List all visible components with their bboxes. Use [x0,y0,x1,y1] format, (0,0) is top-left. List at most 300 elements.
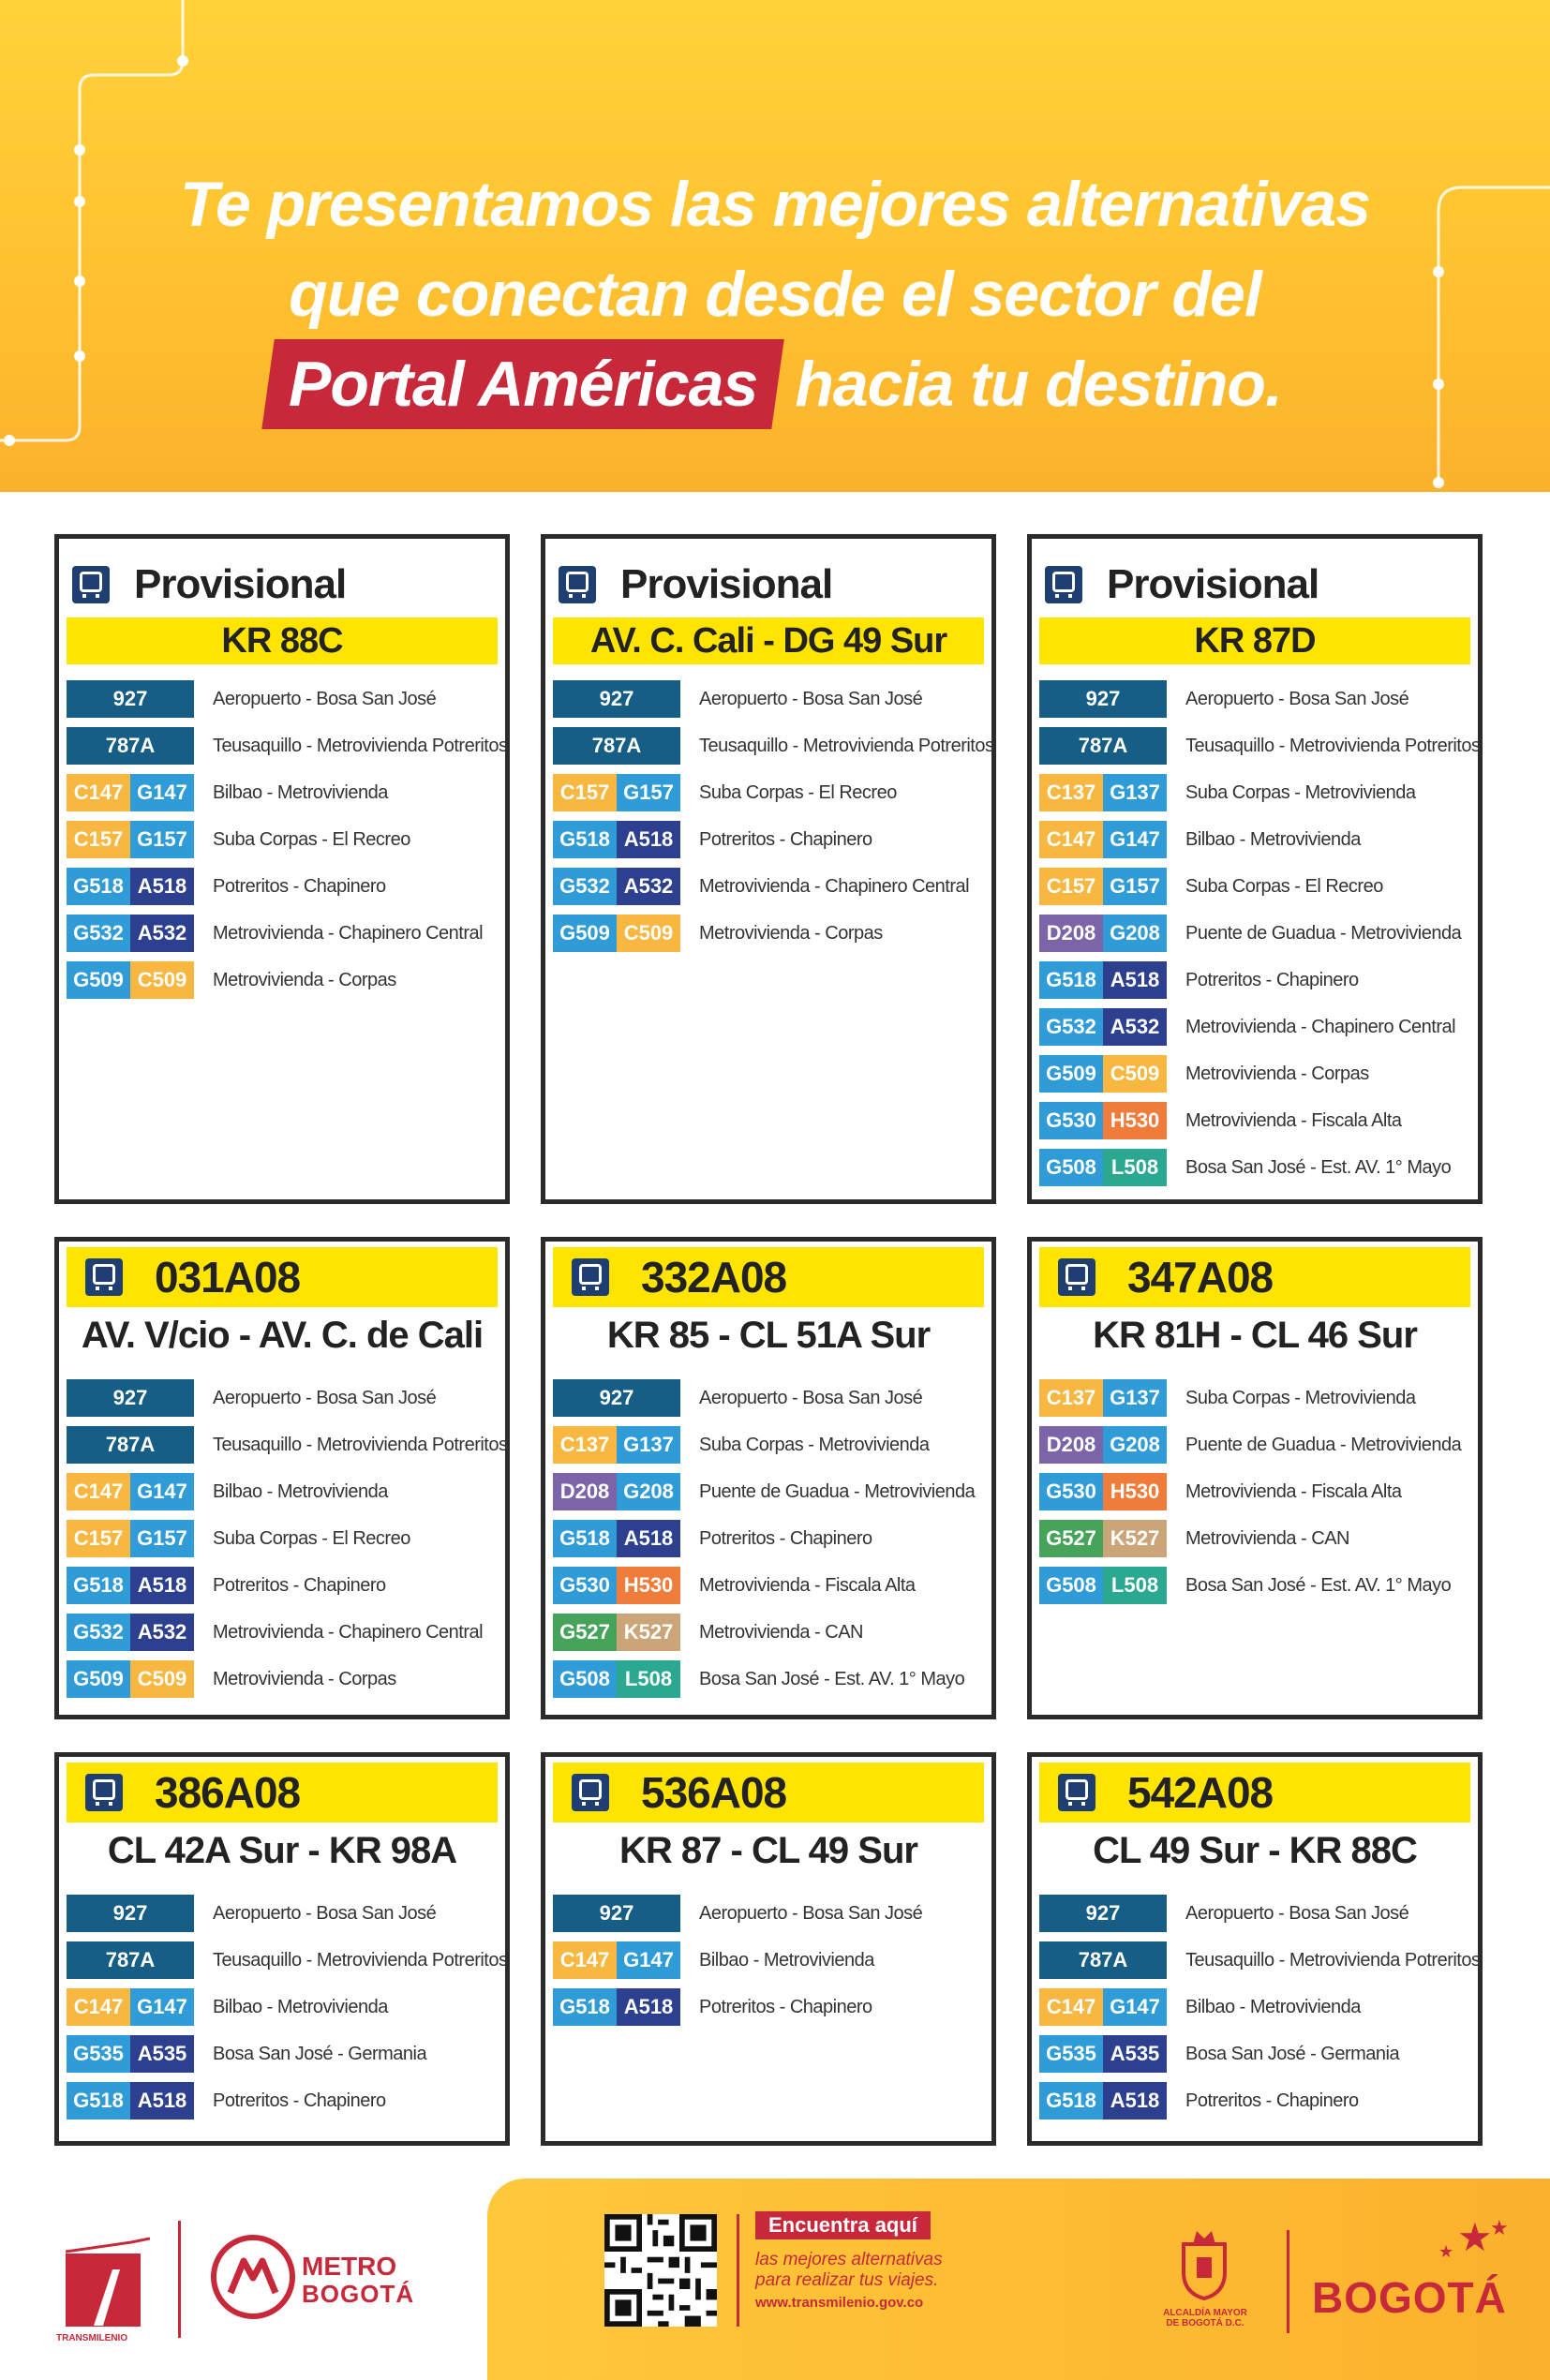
route-badge: A532 [617,868,680,905]
route-row [1039,676,1478,722]
route-row [67,1609,505,1656]
star-icon: ★ [1438,2242,1454,2261]
route-description: Bosa San José - Germania [213,2043,427,2064]
stop-street: KR 85 - CL 51A Sur [606,1315,931,1356]
route-row [1039,957,1478,1004]
route-badges [67,1895,194,1932]
stop-name: KR 87D [1039,617,1470,664]
route-row [1039,1562,1478,1609]
route-row [553,1609,991,1656]
route-description: Suba Corpas - El Recreo [1185,875,1383,897]
route-row [1039,816,1478,863]
route-description: Metrovivienda - Fiscala Alta [1185,1109,1402,1131]
footer [0,2179,1550,2380]
route-badge: G518 [67,2082,130,2120]
route-list [67,676,508,1004]
route-badges [1039,821,1167,858]
route-badge: G527 [1039,1520,1103,1557]
route-badge: G137 [1103,1379,1167,1417]
route-row [67,1890,505,1937]
route-badge: C147 [1039,821,1103,858]
route-badges [1039,1941,1167,1979]
stop-code-bar [67,1247,498,1307]
route-badge: L508 [1103,1567,1167,1604]
route-description: Suba Corpas - Metrovivienda [1185,781,1416,803]
stop-street: CL 49 Sur - KR 88C [1093,1830,1417,1871]
panel-title: Provisional [1107,561,1319,607]
stop-code: 332A08 [641,1253,787,1302]
route-row [67,722,508,769]
route-description: Teusaquillo - Metrovivienda Potreritos [213,1434,508,1455]
route-description: Teusaquillo - Metrovivienda Potreritos [213,735,508,756]
route-badge: G137 [1103,774,1167,811]
stop-street: CL 42A Sur - KR 98A [107,1830,457,1871]
stop-name: KR 88C [67,617,498,664]
route-badges [553,774,680,811]
route-badge: 787A [67,1426,194,1464]
stop-name: AV. C. Cali - DG 49 Sur [553,617,984,664]
route-badges [1039,868,1167,905]
find-here-title: Encuentra aquí [755,2211,931,2239]
route-list [553,1890,991,2030]
route-row [553,1468,991,1515]
route-row [553,1421,991,1468]
route-row [553,1656,991,1703]
stop-code: 347A08 [1127,1253,1274,1302]
route-row [553,722,994,769]
route-row [553,863,991,910]
route-badges [553,1941,680,1979]
route-row [1039,2030,1478,2077]
footer-divider [1287,2230,1289,2333]
route-badges [553,1567,680,1604]
route-list [1039,676,1481,1191]
qr-code-icon[interactable] [604,2214,717,2327]
route-badge: G509 [67,961,130,999]
metro-wordmark-1: METRO [302,2252,397,2281]
route-badge: G509 [67,1660,130,1698]
route-badges [553,1426,680,1464]
route-row [67,957,505,1004]
route-row [553,676,991,722]
route-row [553,1562,991,1609]
route-badges [1039,1149,1167,1186]
route-badge: A518 [617,821,680,858]
route-row [1039,1004,1478,1050]
route-badges [67,1473,194,1510]
stop-panel [54,534,510,1204]
route-row [67,676,505,722]
route-description: Bilbao - Metrovivienda [1185,1996,1361,2017]
route-row [553,1890,991,1937]
stop-panel [541,534,996,1204]
stop-panel [54,1752,510,2146]
route-row [67,1468,505,1515]
route-badge: 787A [553,727,680,765]
route-badges [553,1660,680,1698]
star-icon: ★ [1457,2215,1493,2259]
transmilenio-logo-icon [66,2237,150,2330]
route-badges [553,1520,680,1557]
route-row [553,1984,991,2030]
route-row [67,910,505,957]
route-badges [1039,727,1167,765]
route-badge: A535 [1103,2035,1167,2073]
route-badges [1039,961,1167,999]
route-badge: G509 [553,915,617,952]
route-description: Aeropuerto - Bosa San José [213,1902,437,1924]
route-badge: G147 [130,1473,194,1510]
headline-line-3-rest: hacia tu destino. [795,349,1282,420]
route-row [67,2077,505,2124]
route-description: Bosa San José - Est. AV. 1° Mayo [699,1668,965,1689]
route-row [1039,1375,1478,1421]
route-badges [553,1988,680,2026]
route-badges [553,1895,680,1932]
route-description: Potreritos - Chapinero [213,875,386,897]
route-description: Puente de Guadua - Metrovivienda [1185,1434,1462,1455]
route-badge: G518 [1039,961,1103,999]
stop-code: 536A08 [641,1768,787,1817]
route-badge: C147 [67,1473,130,1510]
metro-wordmark-2: BOGOTÁ [302,2280,415,2308]
route-badges [67,1660,194,1698]
route-description: Potreritos - Chapinero [213,1574,386,1596]
route-row [67,1375,505,1421]
route-description: Aeropuerto - Bosa San José [213,688,437,709]
route-badges [1039,1895,1167,1932]
bus-stop-icon [572,1258,609,1296]
route-description: Aeropuerto - Bosa San José [1185,1902,1409,1924]
route-badge: C147 [1039,1988,1103,2026]
route-list [1039,1375,1478,1609]
route-badges [1039,1426,1167,1464]
route-badge: G530 [553,1567,617,1604]
route-row [1039,1144,1478,1191]
route-description: Suba Corpas - El Recreo [213,1527,410,1549]
route-badge: G518 [553,821,617,858]
stop-code: 386A08 [155,1768,301,1817]
route-description: Puente de Guadua - Metrovivienda [1185,922,1462,944]
headline [0,159,1550,429]
route-badge: A532 [130,915,194,952]
route-description: Metrovivienda - Corpas [699,922,883,944]
route-badges [1039,1988,1167,2026]
route-badge: A518 [617,1988,680,2026]
route-list [553,676,994,957]
route-description: Bosa San José - Germania [1185,2043,1400,2064]
route-badge: 927 [553,1379,680,1417]
bus-stop-icon [559,566,596,603]
route-badges [67,1567,194,1604]
headline-line-2: que conectan desde el sector del [289,259,1261,330]
stop-code-bar [1039,1763,1470,1822]
route-row [1039,1937,1481,1984]
route-badges [67,1379,194,1417]
route-description: Metrovivienda - Fiscala Alta [1185,1480,1402,1502]
route-badge: 927 [1039,680,1167,718]
route-row [1039,1050,1478,1097]
route-row [553,1515,991,1562]
route-badges [67,727,194,765]
route-description: Bilbao - Metrovivienda [699,1949,874,1971]
route-badge: G157 [617,774,680,811]
route-badge: G518 [553,1520,617,1557]
route-row [553,769,991,816]
route-row [1039,722,1481,769]
route-badge: G532 [553,868,617,905]
headline-line-3 [0,339,1550,429]
route-description: Potreritos - Chapinero [1185,969,1359,990]
route-badges [67,680,194,718]
route-badge: G530 [1039,1102,1103,1139]
route-badge: C509 [130,1660,194,1698]
panel-title-row [59,552,505,617]
bus-stop-icon [1045,566,1082,603]
alcaldia-line-1: ALCALDÍA MAYOR [1163,2308,1247,2318]
route-badge: K527 [1103,1520,1167,1557]
route-badge: C157 [67,1520,130,1557]
route-row [1039,910,1478,957]
stop-street: AV. V/cio - AV. C. de Cali [81,1315,484,1356]
route-row [1039,1468,1478,1515]
route-badges [67,821,194,858]
route-description: Metrovivienda - Corpas [1185,1063,1369,1084]
route-description: Potreritos - Chapinero [699,828,872,850]
route-badge: H530 [1103,1473,1167,1510]
route-description: Metrovivienda - Chapinero Central [213,1621,484,1643]
route-row [1039,1097,1478,1144]
route-badges [1039,1473,1167,1510]
route-badges [1039,1008,1167,1046]
route-description: Bilbao - Metrovivienda [1185,828,1361,850]
route-badges [1039,1379,1167,1417]
route-badge: 787A [1039,1941,1167,1979]
route-badge: C147 [67,774,130,811]
route-description: Bilbao - Metrovivienda [213,781,388,803]
route-row [67,1937,508,1984]
route-description: Bilbao - Metrovivienda [213,1480,388,1502]
route-description: Potreritos - Chapinero [699,1527,872,1549]
route-row [1039,863,1478,910]
route-badge: 927 [553,680,680,718]
route-row [1039,2077,1478,2124]
route-badge: 927 [1039,1895,1167,1932]
route-badges [1039,1055,1167,1093]
route-badge: G508 [1039,1149,1103,1186]
route-badge: A532 [130,1614,194,1651]
route-badge: G208 [1103,915,1167,952]
route-list [553,1375,991,1703]
route-badges [67,1520,194,1557]
route-badge: G157 [1103,868,1167,905]
route-badges [67,868,194,905]
route-badge: G147 [1103,821,1167,858]
route-badges [1039,2082,1167,2120]
route-badge: H530 [1103,1102,1167,1139]
panel-title: Provisional [134,561,347,607]
route-badges [67,2035,194,2073]
route-description: Bosa San José - Est. AV. 1° Mayo [1185,1156,1452,1178]
route-description: Potreritos - Chapinero [213,2090,386,2111]
route-description: Aeropuerto - Bosa San José [1185,688,1409,709]
route-badge: C147 [67,1988,130,2026]
route-badges [553,1473,680,1510]
route-description: Aeropuerto - Bosa San José [699,688,923,709]
route-description: Bilbao - Metrovivienda [213,1996,388,2017]
route-badge: C147 [553,1941,617,1979]
route-list [67,1375,508,1703]
route-description: Aeropuerto - Bosa San José [213,1387,437,1408]
route-badges [553,915,680,952]
route-badge: G518 [553,1988,617,2026]
route-row [67,816,505,863]
find-here-text [755,2250,943,2291]
route-description: Potreritos - Chapinero [1185,2090,1359,2111]
route-badge: C137 [1039,774,1103,811]
route-badges [67,1941,194,1979]
route-row [1039,769,1478,816]
route-row [1039,1515,1478,1562]
route-badge: G157 [130,1520,194,1557]
route-description: Aeropuerto - Bosa San José [699,1387,923,1408]
metro-m-icon [227,2254,279,2295]
route-badge: C137 [553,1426,617,1464]
route-badge: G527 [553,1614,617,1651]
stop-code: 542A08 [1127,1768,1274,1817]
route-row [67,1656,505,1703]
route-badges [553,868,680,905]
route-badge: G147 [130,1988,194,2026]
route-badge: G508 [1039,1567,1103,1604]
route-description: Metrovivienda - CAN [1185,1527,1350,1549]
route-badge: G508 [553,1660,617,1698]
route-badge: C157 [1039,868,1103,905]
route-row [67,1421,508,1468]
route-description: Aeropuerto - Bosa San José [699,1902,923,1924]
route-badge: 787A [67,1941,194,1979]
route-badge: G532 [67,1614,130,1651]
route-description: Metrovivienda - Fiscala Alta [699,1574,916,1596]
route-badge: D208 [1039,1426,1103,1464]
alcaldia-crest-icon [1176,2225,1232,2300]
route-description: Teusaquillo - Metrovivienda Potreritos [1185,735,1481,756]
route-badge: G532 [1039,1008,1103,1046]
route-description: Metrovivienda - CAN [699,1621,864,1643]
stop-code-bar [553,1763,984,1822]
footer-divider [178,2221,181,2338]
stop-code-bar [553,1247,984,1307]
route-badge: G147 [130,774,194,811]
route-badge: A518 [617,1520,680,1557]
route-description: Bosa San José - Est. AV. 1° Mayo [1185,1574,1452,1596]
star-icon: ★ [1490,2216,1509,2239]
route-badge: A535 [130,2035,194,2073]
bus-stop-icon [1058,1258,1095,1296]
route-badges [1039,1102,1167,1139]
route-description: Metrovivienda - Chapinero Central [1185,1016,1456,1037]
route-row [553,816,991,863]
route-badge: C509 [130,961,194,999]
route-row [67,1562,505,1609]
route-badge: A518 [130,1567,194,1604]
route-description: Suba Corpas - Metrovivienda [1185,1387,1416,1408]
route-badge: C509 [1103,1055,1167,1093]
route-description: Puente de Guadua - Metrovivienda [699,1480,976,1502]
find-here-line-2: para realizar tus viajes. [755,2270,939,2290]
route-list [1039,1890,1481,2124]
route-badge: A518 [130,2082,194,2120]
route-badge: G208 [1103,1426,1167,1464]
route-badge: 927 [67,680,194,718]
route-description: Potreritos - Chapinero [699,1996,872,2017]
route-badges [67,1988,194,2026]
stop-street: KR 87 - CL 49 Sur [619,1830,917,1871]
route-badge: D208 [1039,915,1103,952]
route-description: Teusaquillo - Metrovivienda Potreritos [699,735,994,756]
route-badges [1039,915,1167,952]
route-description: Metrovivienda - Chapinero Central [699,875,970,897]
route-description: Metrovivienda - Corpas [213,969,396,990]
route-row [1039,1890,1478,1937]
route-badge: G518 [1039,2082,1103,2120]
route-badges [553,727,680,765]
route-badge: G137 [617,1426,680,1464]
route-row [67,1984,505,2030]
route-badge: C157 [553,774,617,811]
route-badges [553,680,680,718]
find-here-line-1: las mejores alternativas [755,2250,943,2269]
route-badge: C157 [67,821,130,858]
bus-stop-icon [72,566,110,603]
route-badge: G147 [617,1941,680,1979]
route-row [1039,1984,1478,2030]
headline-highlight: Portal Américas [261,339,784,429]
route-badge: A518 [1103,961,1167,999]
bus-stop-icon [572,1774,609,1811]
route-row [67,2030,505,2077]
stop-panel [541,1752,996,2146]
stop-street: KR 81H - CL 46 Sur [1093,1315,1417,1356]
alcaldia-wordmark [1160,2308,1250,2328]
route-badges [1039,2035,1167,2073]
bus-stop-icon [85,1258,123,1296]
alcaldia-line-2: DE BOGOTÁ D.C. [1166,2318,1244,2328]
route-row [553,1937,991,1984]
route-badge: G147 [1103,1988,1167,2026]
stop-panel [1027,1237,1483,1719]
route-badge: G518 [67,1567,130,1604]
header-banner [0,0,1550,492]
route-badge: 927 [67,1895,194,1932]
route-badge: A532 [1103,1008,1167,1046]
transmilenio-url[interactable]: www.transmilenio.gov.co [755,2295,924,2311]
transmilenio-wordmark: TRANSMILENIO [56,2333,128,2343]
route-badge: G208 [617,1473,680,1510]
route-badges [67,2082,194,2120]
headline-line-1: Te presentamos las mejores alternativas [180,169,1370,240]
footer-divider [737,2214,739,2327]
stop-panel [541,1237,996,1719]
route-badges [67,915,194,952]
route-badge: C509 [617,915,680,952]
route-description: Metrovivienda - Chapinero Central [213,922,484,944]
route-row [67,863,505,910]
route-row [1039,1421,1478,1468]
route-badge: L508 [617,1660,680,1698]
panel-title: Provisional [620,561,833,607]
route-description: Metrovivienda - Corpas [213,1668,396,1689]
